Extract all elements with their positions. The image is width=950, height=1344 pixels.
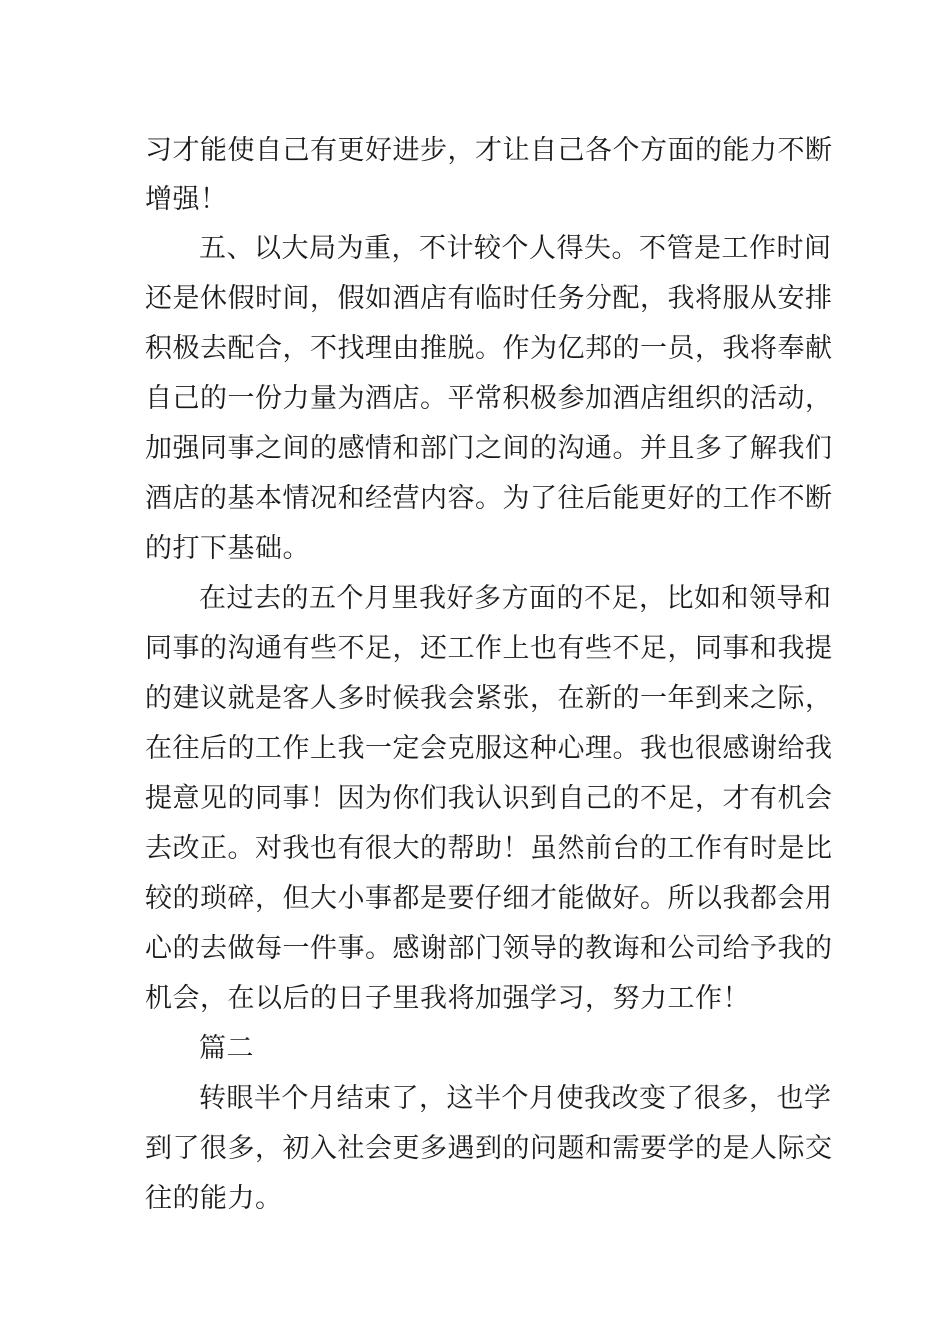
paragraph-start-line: 五、以大局为重，不计较个人得失。不管是工作时间: [199, 233, 832, 264]
paragraph-start-line: 在过去的五个月里我好多方面的不足，比如和领导和: [199, 583, 832, 614]
text-line: 还是休假时间，假如酒店有临时任务分配，我将服从安排: [145, 283, 833, 314]
text-line: 增强！: [145, 184, 228, 215]
text-line: 习才能使自己有更好进步，才让自己各个方面的能力不断: [145, 135, 833, 166]
text-line: 心的去做每一件事。感谢部门领导的教诲和公司给予我的: [145, 933, 833, 964]
text-line: 的打下基础。: [145, 533, 310, 564]
text-line: 提意见的同事！因为你们我认识到自己的不足，才有机会: [145, 783, 833, 814]
text-line: 积极去配合，不找理由推脱。作为亿邦的一员，我将奉献: [145, 333, 833, 364]
text-line: 加强同事之间的感情和部门之间的沟通。并且多了解我们: [145, 433, 833, 464]
text-line: 酒店的基本情况和经营内容。为了往后能更好的工作不断: [145, 483, 833, 514]
text-line: 的建议就是客人多时候我会紧张，在新的一年到来之际，: [145, 683, 833, 714]
section-heading: 篇二: [199, 1033, 254, 1064]
text-line: 去改正。对我也有很大的帮助！虽然前台的工作有时是比: [145, 833, 833, 864]
text-line: 往的能力。: [145, 1183, 283, 1214]
text-line: 较的琐碎，但大小事都是要仔细才能做好。所以我都会用: [145, 883, 833, 914]
paragraph-start-line: 转眼半个月结束了，这半个月使我改变了很多，也学: [199, 1083, 832, 1114]
text-line: 同事的沟通有些不足，还工作上也有些不足，同事和我提: [145, 633, 833, 664]
text-line: 到了很多，初入社会更多遇到的问题和需要学的是人际交: [145, 1133, 833, 1164]
text-line: 机会，在以后的日子里我将加强学习，努力工作！: [145, 983, 750, 1014]
text-line: 自己的一份力量为酒店。平常积极参加酒店组织的活动，: [145, 383, 833, 414]
text-line: 在往后的工作上我一定会克服这种心理。我也很感谢给我: [145, 733, 833, 764]
